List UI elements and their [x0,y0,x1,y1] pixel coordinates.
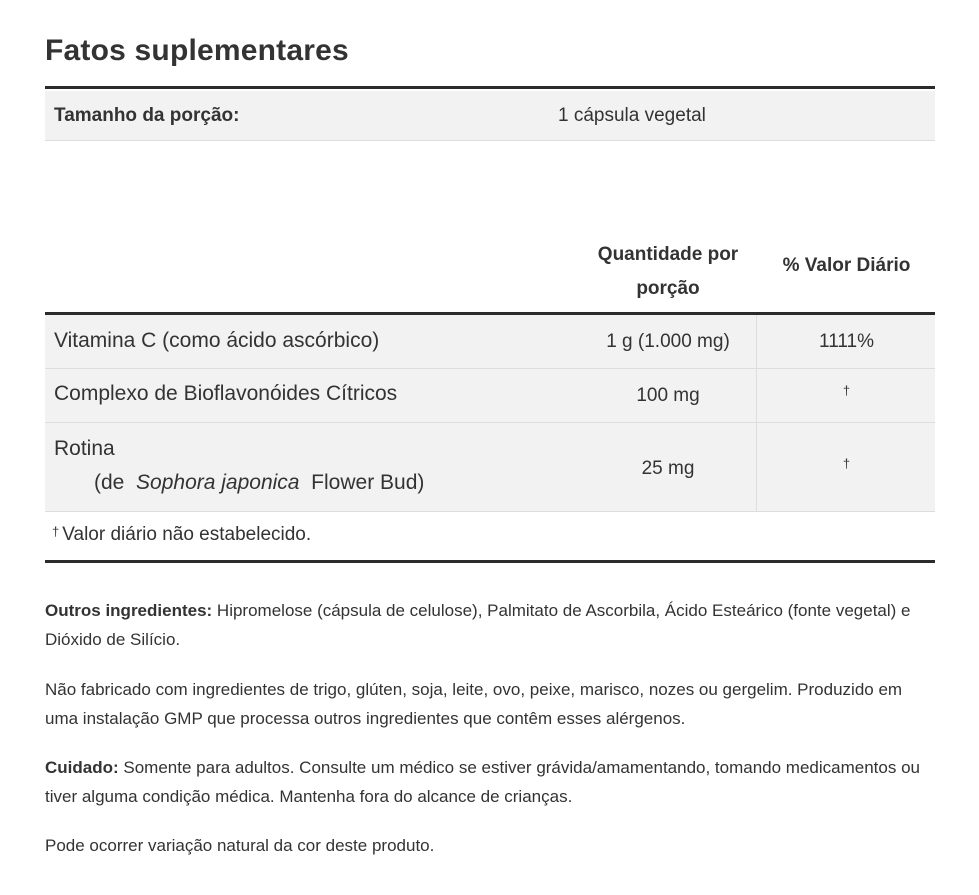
dagger-symbol: † [52,524,60,539]
daily-value-footnote [52,524,311,546]
nutrient-quantity: 100 mg [636,385,700,406]
nutrient-name: Vitamina C (como ácido ascórbico) [54,329,380,352]
nutrient-daily-value: † [842,456,851,471]
nutrient-quantity: 25 mg [641,458,695,479]
nutrient-source [94,471,424,495]
caution-label: Cuidado: [45,758,119,777]
top-divider [45,86,935,89]
page-title: Fatos suplementares [45,34,349,67]
nutrient-name: Rotina [54,437,115,460]
column-header-quantity [578,238,758,306]
other-ingredients-text: Hipromelose (cápsula de celulose), Palmitato de Ascorbila, Ácido Esteárico (fonte vegetal) e Dióxido de Silício. [45,601,911,649]
nutrient-name: Complexo de Bioflavonóides Cítricos [54,382,398,405]
caution-text: Somente para adultos. Consulte um médico se estiver grávida/amamentando, tomando medicamentos ou tiver alguma condição médica. Mantenha fora do alcance de crianças. [45,758,920,806]
column-header-quantity-line2: porção [636,278,700,299]
nutrient-source-prefix: (de [94,471,125,494]
table-row [45,369,935,423]
serving-size-value: 1 cápsula vegetal [558,105,706,126]
color-variation-note: Pode ocorrer variação natural da cor deste produto. [45,836,435,855]
nutrient-daily-value: † [842,383,851,398]
allergen-statement: Não fabricado com ingredientes de trigo, glúten, soja, leite, ovo, peixe, marisco, nozes ou gergelim. Produzido em uma instalação GMP que processa outros ingredientes que contêm esses alérgenos. [45,680,903,728]
serving-size-label: Tamanho da porção: [54,105,240,126]
column-header-quantity-line1: Quantidade por [597,244,739,265]
table-row [45,423,935,512]
other-ingredients-label: Outros ingredientes: [45,601,213,620]
serving-size-row [45,91,935,141]
table-row [45,315,935,369]
caution-statement [45,753,925,811]
nutrient-source-species: Sophora japonica [136,471,300,494]
other-ingredients [45,596,925,654]
nutrient-quantity: 1 g (1.000 mg) [606,331,730,352]
nutrient-daily-value: 1111% [819,331,874,352]
footnote-text: Valor diário não estabelecido. [62,524,312,545]
nutrient-source-suffix: Flower Bud) [311,471,425,494]
bottom-divider [45,560,935,563]
column-header-daily-value: % Valor Diário [782,255,911,276]
